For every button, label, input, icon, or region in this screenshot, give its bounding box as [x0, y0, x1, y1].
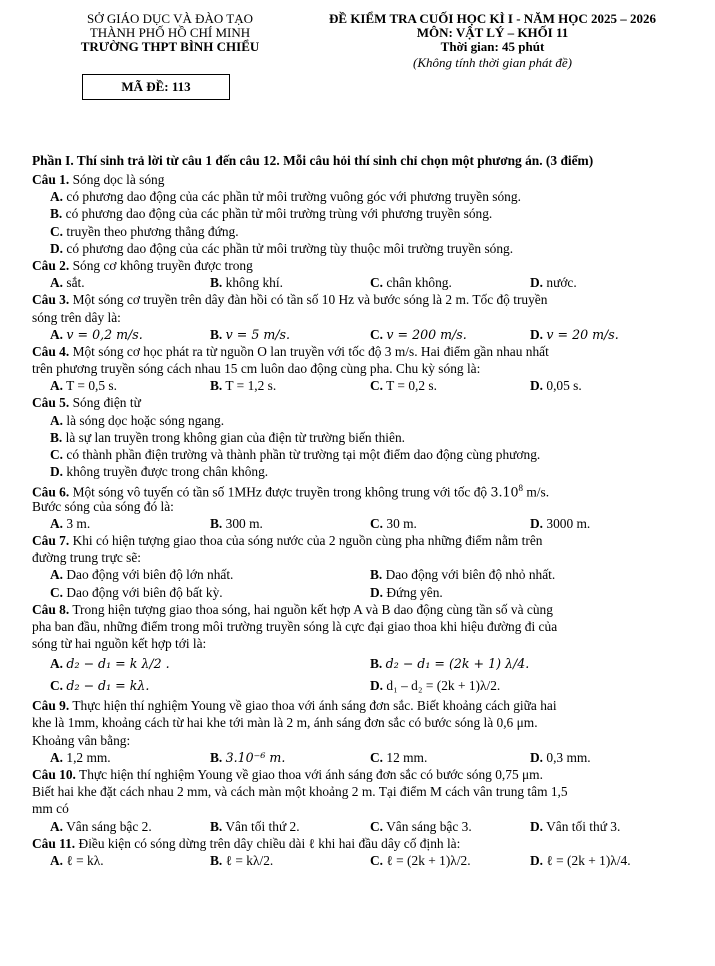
option-b: B. d₂ − d₁ = (2k + 1) λ/4. [370, 656, 530, 672]
department-name: SỞ GIÁO DỤC VÀ ĐÀO TẠO [87, 11, 253, 26]
exam-content [32, 152, 684, 869]
option-c: C. 12 mm. [370, 749, 428, 765]
question-1 [32, 171, 684, 188]
option-letter: C. [50, 223, 64, 239]
question-text: Sóng điện từ [69, 395, 141, 411]
question-5 [32, 394, 684, 411]
question-label: Câu 7. [32, 532, 70, 548]
option-a: A. T = 0,5 s. [50, 378, 117, 394]
question-label: Câu 6. [32, 484, 70, 500]
option-a: A. ℓ = kλ. [50, 852, 104, 868]
question-10 [32, 766, 684, 783]
option-b: B. Dao động với biên độ nhỏ nhất. [370, 567, 556, 583]
option-b: B. ℓ = kλ/2. [210, 852, 274, 868]
speed-value: 3.10 [490, 484, 519, 500]
exam-title: ĐỀ KIỂM TRA CUỐI HỌC KÌ I - NĂM HỌC 2025 – 2026 [329, 11, 656, 26]
question-text-cont: Biết hai khe đặt cách nhau 2 mm, và cách màn một khoảng 2 m. Tại điểm M cách vân trung tâm 1,5 [32, 784, 568, 800]
speed-unit: m/s. [523, 484, 550, 500]
question-label: Câu 11. [32, 835, 76, 851]
question-text: Sóng dọc là sóng [69, 172, 165, 187]
options-row [32, 515, 684, 532]
option-d: D. Vân tối thứ 3. [530, 818, 621, 834]
time-note: (Không tính thời gian phát đề) [413, 55, 572, 70]
option-c [32, 223, 684, 240]
option-letter: D. [50, 240, 64, 256]
option-a [32, 188, 684, 205]
option-a: A. d₂ − d₁ = k λ/2 . [50, 656, 170, 672]
option-d: D. Đứng yên. [370, 584, 443, 600]
options-row [32, 274, 684, 291]
exam-code-box: MÃ ĐỀ: 113 [82, 74, 230, 100]
option-d: D. nước. [530, 275, 577, 291]
question-text-cont: trên phương truyền sóng cách nhau 15 cm luôn dao động cùng pha. Chu kỳ sóng là: [32, 361, 481, 377]
question-label: Câu 10. [32, 767, 76, 782]
question-4 [32, 343, 684, 360]
option-d: D. 0,05 s. [530, 378, 582, 394]
question-3 [32, 291, 684, 308]
question-text: Sóng cơ không truyền được trong [69, 257, 253, 273]
question-label: Câu 3. [32, 292, 70, 308]
question-text: Một sóng cơ truyền trên dây đàn hồi có tần số 10 Hz và bước sóng là 2 m. Tốc độ truyền [69, 292, 548, 308]
question-9 [32, 697, 684, 714]
option-c: C. 30 m. [370, 515, 417, 531]
option-d: D. 0,3 mm. [530, 749, 591, 765]
option-d [32, 240, 684, 257]
option-d: D. 3000 m. [530, 515, 591, 531]
option-a: A. 1,2 mm. [50, 749, 111, 765]
question-text: Khi có hiện tượng giao thoa của sóng nước của 2 nguồn cùng pha những điểm nằm trên [69, 532, 543, 548]
option-c: C. ℓ = (2k + 1)λ/2. [370, 852, 471, 868]
option-b: B. 3.10⁻⁶ m. [210, 749, 286, 765]
option-b: B. là sự lan truyền trong không gian của điện từ trường biến thiên. [50, 429, 406, 445]
question-text: Trong hiện tượng giao thoa sóng, hai nguồn kết hợp A và B dao động cùng tần số và cùng [69, 601, 553, 617]
exam-time: Thời gian: 45 phút [440, 39, 545, 54]
option-letter: B. [50, 206, 63, 222]
question-2 [32, 257, 684, 274]
option-b: B. không khí. [210, 275, 283, 291]
question-text-cont: sóng trên dây là: [32, 309, 121, 325]
section-heading: Phần I. Thí sinh trả lời từ câu 1 đến câu 12. Mỗi câu hỏi thí sinh chỉ chọn một phương án. (3 điểm) [32, 153, 594, 168]
option-c: C. Vân sáng bậc 3. [370, 818, 472, 834]
options-row [32, 818, 684, 835]
question-text-cont: pha ban đầu, những điểm trong môi trường truyền sóng là cực đại giao thoa khi hiệu đường đi của [32, 618, 558, 634]
option-d: D. ℓ = (2k + 1)λ/4. [530, 852, 631, 868]
question-11 [32, 835, 684, 852]
options-row [32, 566, 684, 583]
option-b [32, 205, 684, 222]
option-text: truyền theo phương thẳng đứng. [66, 223, 239, 239]
question-text: Điều kiện có sóng dừng trên dây chiều dài ℓ khi hai đầu dây cố định là: [75, 835, 461, 851]
options-row [32, 852, 684, 869]
options-row [32, 675, 684, 697]
question-text-cont: sóng từ hai nguồn kết hợp tới là: [32, 636, 207, 652]
option-b: B. v = 5 m/s. [210, 326, 290, 342]
option-text: có phương dao động của các phần tử môi trường tùy thuộc môi trường truyền sóng. [66, 240, 514, 256]
options-row [32, 326, 684, 343]
question-text-cont: Khoảng vân bằng: [32, 732, 131, 748]
option-c: C. chân không. [370, 275, 452, 291]
school-name: TRƯỜNG THPT BÌNH CHIỂU [80, 39, 260, 54]
option-c: C. Dao động với biên độ bất kỳ. [50, 584, 223, 600]
option-text: có phương dao động của các phần tử môi trường trùng với phương truyền sóng. [65, 206, 493, 222]
question-label: Câu 8. [32, 601, 70, 617]
city-name: THÀNH PHỐ HỒ CHÍ MINH [89, 25, 251, 40]
option-text: có phương dao động của các phần tử môi trường vuông góc với phương truyền sóng. [66, 189, 521, 205]
question-6 [32, 480, 684, 500]
option-b: B. T = 1,2 s. [210, 378, 277, 394]
question-text: Một sóng cơ học phát ra từ nguồn O lan truyền với tốc độ 3 m/s. Hai điểm gần nhau nhất [69, 343, 549, 359]
question-text-cont: Bước sóng của sóng đó là: [32, 498, 174, 514]
option-a: A. Dao động với biên độ lớn nhất. [50, 567, 234, 583]
option-d: D. d₁ – d₂ = (2k + 1)λ/2. [370, 678, 501, 694]
options-row [32, 584, 684, 601]
option-a: A. là sóng dọc hoặc sóng ngang. [50, 412, 225, 428]
question-label: Câu 9. [32, 698, 70, 714]
option-b: B. Vân tối thứ 2. [210, 818, 300, 834]
question-text-cont: đường trung trực sẽ: [32, 550, 141, 566]
question-label: Câu 5. [32, 395, 70, 411]
option-a: A. sắt. [50, 275, 85, 291]
option-c: C. v = 200 m/s. [370, 326, 467, 342]
option-c: C. d₂ − d₁ = kλ. [50, 678, 150, 694]
speed-exponent: 8 [518, 483, 523, 494]
option-a: A. v = 0,2 m/s. [50, 326, 143, 342]
question-text: Một sóng vô tuyến có tần số 1MHz được truyền trong không trung với tốc độ [69, 484, 491, 500]
options-row [32, 652, 684, 675]
question-8 [32, 601, 684, 618]
option-a: A. Vân sáng bậc 2. [50, 818, 152, 834]
question-7 [32, 532, 684, 549]
question-text-cont: mm có [32, 801, 69, 817]
options-row [32, 749, 684, 766]
question-label: Câu 1. [32, 172, 70, 187]
question-label: Câu 4. [32, 343, 70, 359]
option-c: C. T = 0,2 s. [370, 378, 437, 394]
option-letter: A. [50, 189, 64, 205]
question-label: Câu 2. [32, 257, 70, 273]
question-text-cont: khe là 1mm, khoảng cách từ hai khe tới màn là 2 m, ánh sáng đơn sắc có bước sóng là 0,6 μm. [32, 715, 538, 731]
option-c: C. có thành phần điện trường và thành phần từ trường tại một điểm dao động cùng phương. [50, 447, 541, 462]
question-text: Thực hiện thí nghiệm Young về giao thoa với ánh sáng đơn sắc có bước sóng 0,75 μm. [75, 767, 543, 782]
option-d: D. v = 20 m/s. [530, 326, 619, 342]
option-a: A. 3 m. [50, 515, 91, 531]
option-d: D. không truyền được trong chân không. [50, 464, 269, 480]
options-row [32, 377, 684, 394]
question-text: Thực hiện thí nghiệm Young về giao thoa với ánh sáng đơn sắc. Biết khoảng cách giữa hai [69, 698, 557, 714]
option-b: B. 300 m. [210, 515, 263, 531]
exam-header [0, 8, 715, 118]
subject-title: MÔN: VẬT LÝ – KHỐI 11 [416, 25, 569, 40]
